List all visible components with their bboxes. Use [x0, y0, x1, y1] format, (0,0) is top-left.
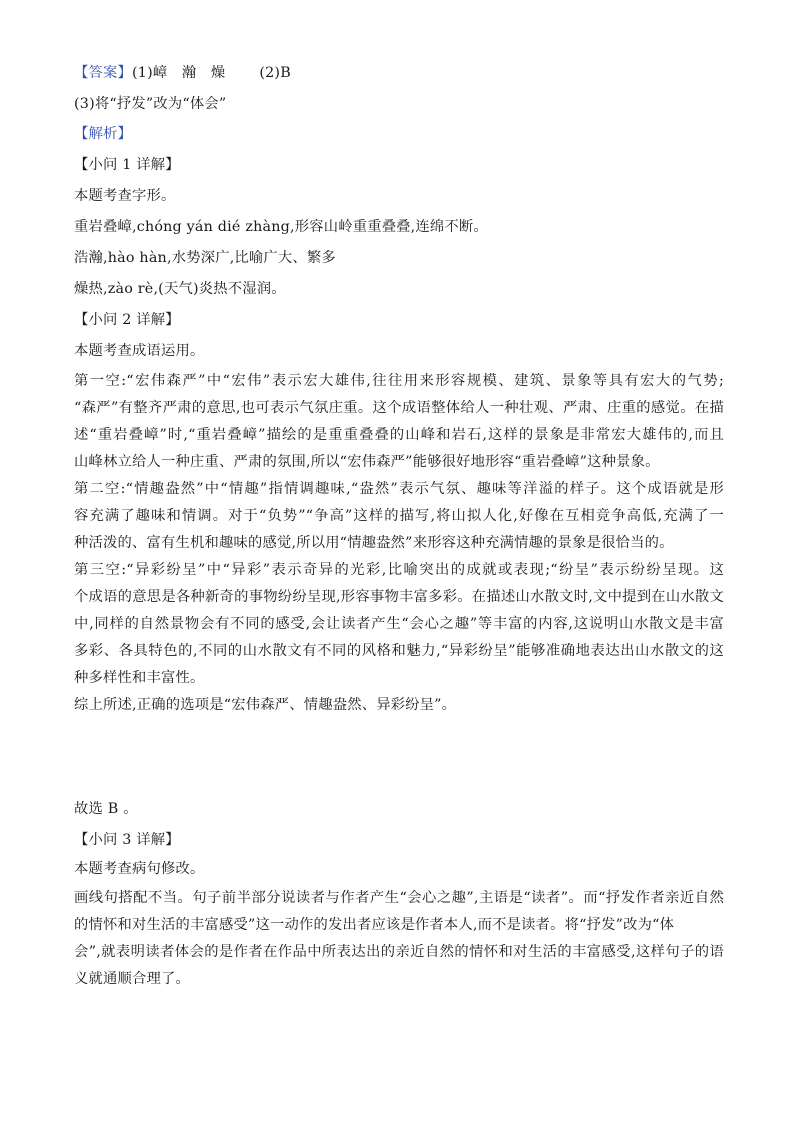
q2-line: 容充满了趣味和情调。对于“负势”“争高”这样的描写,将山拟人化,好像在互相竞争高低,充满了一 — [74, 508, 724, 524]
q3-intro: 本题考查病句修改。 — [74, 861, 205, 877]
q2-line: 第三空:“异彩纷呈”中“异彩”表示奇异的光彩,比喻突出的成就或表现;“纷呈”表示纷纷呈现。这 — [74, 562, 724, 578]
q2-intro: 本题考查成语运用。 — [74, 343, 205, 359]
q2-line: 综上所述,正确的选项是“宏伟森严、情趣盎然、异彩纷呈”。 — [74, 697, 457, 713]
q2-line: 第一空:“宏伟森严”中“宏伟”表示宏大雄伟,往往用来形容规模、建筑、景象等具有宏大的气势; — [74, 373, 724, 389]
q2-conclusion: 故选 B 。 — [74, 801, 138, 817]
q2-paragraphs — [74, 368, 724, 719]
answer-part1: (1)嶂 瀚 燥 — [132, 65, 226, 81]
q2-line: 种多样性和丰富性。 — [74, 670, 205, 686]
answer-part3: (3)将“抒发”改为“体会” — [74, 96, 227, 112]
answer-label: 【答案】 — [74, 65, 132, 81]
q1-header: 【小问 1 详解】 — [74, 157, 180, 173]
q2-line: 第二空:“情趣盎然”中“情趣”指情调趣味,“盎然”表示气氛、趣味等洋溢的样子。这个成语就是形 — [74, 481, 724, 497]
q1-line: 燥热,zào rè,(天气)炎热不湿润。 — [74, 281, 286, 297]
q2-header: 【小问 2 详解】 — [74, 312, 180, 328]
q1-line: 重岩叠嶂,chóng yán dié zhàng,形容山岭重重叠叠,连绵不断。 — [74, 219, 488, 235]
q2-line: 多彩、各具特色的,不同的山水散文有不同的风格和魅力,“异彩纷呈”能够准确地表达出山水散文的这 — [74, 643, 724, 659]
q2-line: “森严”有整齐严肃的意思,也可表示气氛庄重。这个成语整体给人一种壮观、严肃、庄重的感觉。在描 — [74, 400, 724, 416]
q1-line: 本题考查字形。 — [74, 188, 176, 204]
q1-line: 浩瀚,hào hàn,水势深广,比喻广大、繁多 — [74, 250, 336, 266]
q2-line: 种活泼的、富有生机和趣味的感觉,所以用“情趣盎然”来形容这种充满情趣的景象是很恰当的。 — [74, 535, 674, 551]
q2-line: 中,同样的自然景物会有不同的感受,会让读者产生“会心之趣”等丰富的内容,这说明山水散文是丰富 — [74, 616, 724, 632]
q2-line: 山峰林立给人一种庄重、严肃的氛围,所以“宏伟森严”能够很好地形容“重岩叠嶂”这种景象。 — [74, 454, 660, 470]
q2-line: 述“重岩叠嶂”时,“重岩叠嶂”描绘的是重重叠叠的山峰和岩石,这样的景象是非常宏大雄伟的,而且 — [74, 427, 724, 443]
q2-line: 个成语的意思是各种新奇的事物纷纷呈现,形容事物丰富多彩。在描述山水散文时,文中提到在山水散文 — [74, 589, 724, 605]
q3-line: 画线句搭配不当。句子前半部分说读者与作者产生“会心之趣”,主语是“读者”。而“抒发作者亲近自然 — [74, 890, 724, 906]
answer-part2: (2)B — [259, 65, 291, 81]
q3-paragraph — [74, 885, 724, 993]
q3-line: 义就通顺合理了。 — [74, 971, 190, 987]
analysis-label: 【解析】 — [74, 126, 132, 142]
answer-line — [74, 62, 291, 82]
q3-header: 【小问 3 详解】 — [74, 832, 180, 848]
q3-line: 会”,就表明读者体会的是作者在作品中所表达出的亲近自然的情怀和对生活的丰富感受,这样句子的语 — [74, 944, 724, 960]
q3-line: 的情怀和对生活的丰富感受”这一动作的发出者应该是作者本人,而不是读者。将“抒发”改为“体 — [74, 917, 675, 933]
